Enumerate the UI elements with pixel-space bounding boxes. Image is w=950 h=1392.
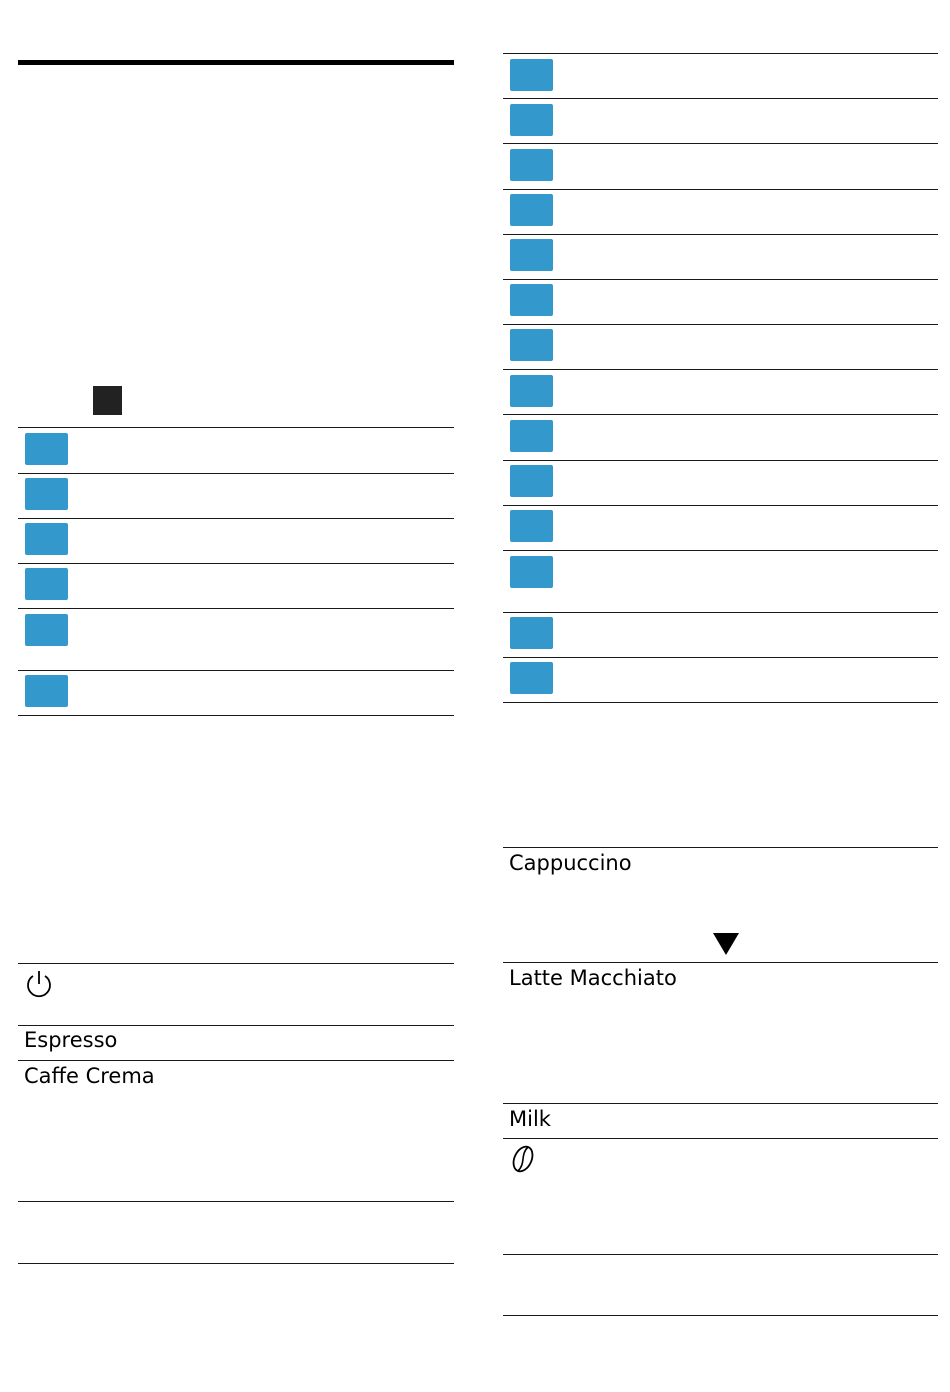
blue-key-icon [510,329,553,361]
row-divider [18,427,454,428]
blue-key-icon [25,568,68,600]
row-divider [18,563,454,564]
row-divider [503,324,938,325]
row-divider [503,702,938,703]
row-divider [503,189,938,190]
row-divider [503,1103,938,1104]
blue-key-icon [510,239,553,271]
row-divider [18,608,454,609]
row-divider [18,670,454,671]
blue-key-icon [25,675,68,707]
row-divider [503,505,938,506]
row-divider [503,414,938,415]
row-divider [503,460,938,461]
row-divider [503,612,938,613]
row-divider [503,550,938,551]
row-divider [503,98,938,99]
blue-key-icon [510,617,553,649]
blue-key-icon [510,149,553,181]
blue-key-icon [510,420,553,452]
row-divider [18,963,454,964]
row-divider [503,847,938,848]
blue-key-icon [510,465,553,497]
row-divider [503,962,938,963]
row-divider [503,369,938,370]
blue-key-icon [510,284,553,316]
row-divider [18,1201,454,1202]
blue-key-icon [510,104,553,136]
row-divider [18,518,454,519]
beverage-label: Cappuccino [509,851,632,875]
beverage-label: Milk [509,1107,551,1131]
row-divider [503,279,938,280]
row-divider [503,234,938,235]
blue-key-icon [510,556,553,588]
blue-key-icon [510,375,553,407]
blue-key-icon [25,478,68,510]
beverage-label: Espresso [24,1028,118,1052]
blue-key-icon [510,59,553,91]
row-divider [18,1025,454,1026]
row-divider [503,1315,938,1316]
beverage-label: Caffe Crema [24,1064,155,1088]
row-divider [503,53,938,54]
blue-key-icon [510,194,553,226]
down-triangle-icon [713,933,739,955]
row-divider [18,715,454,716]
row-divider [503,1254,938,1255]
coffee-bean-icon [509,1143,537,1175]
blue-key-icon [25,523,68,555]
blue-key-icon [510,662,553,694]
beverage-label: Latte Macchiato [509,966,677,990]
row-divider [18,473,454,474]
blue-key-icon [25,614,68,646]
row-divider [503,657,938,658]
blue-key-icon [510,510,553,542]
row-divider [18,1060,454,1061]
blue-key-icon [25,433,68,465]
top-rule [18,60,454,65]
dark-square-icon [93,386,122,415]
power-icon [24,968,54,1000]
row-divider [503,1138,938,1139]
row-divider [18,1263,454,1264]
row-divider [503,143,938,144]
